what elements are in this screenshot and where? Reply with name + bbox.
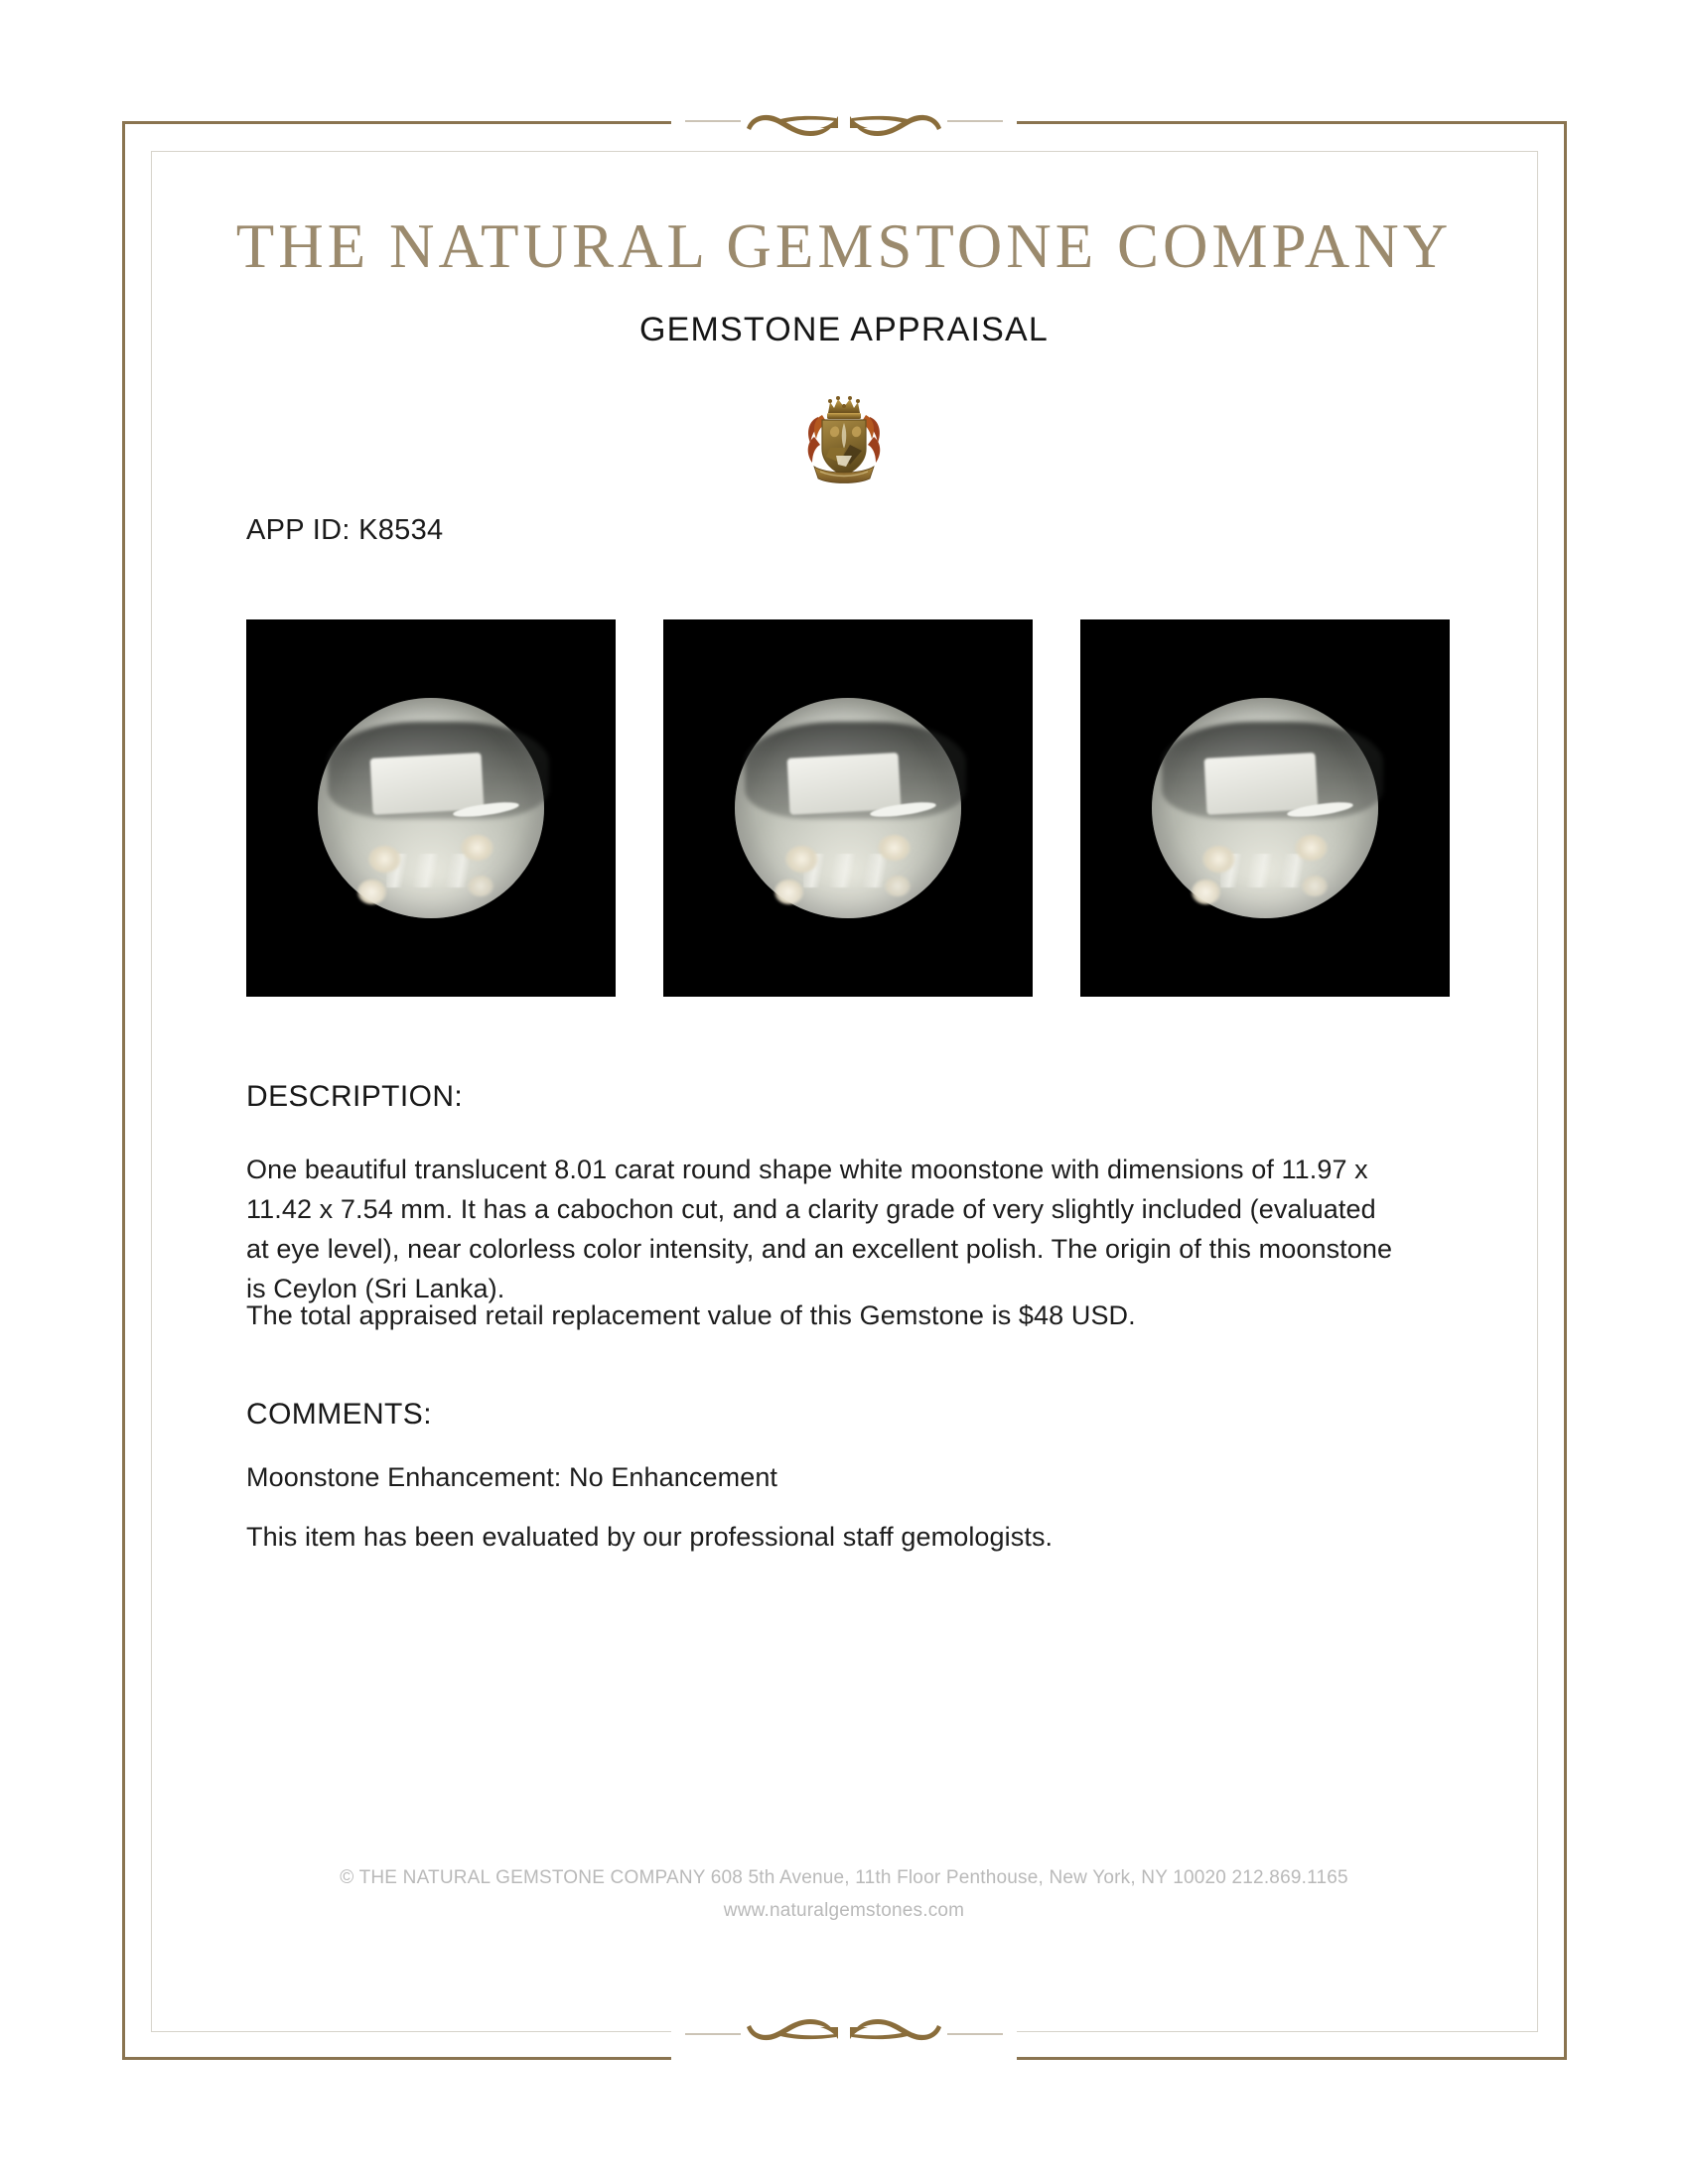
gemstone-photo-1 xyxy=(246,619,616,997)
rim-glow xyxy=(318,698,544,918)
footer-address-line: © THE NATURAL GEMSTONE COMPANY 608 5th Avenue, 11th Floor Penthouse, New York, NY 10020 212.869.1165 xyxy=(340,1867,1348,1888)
company-crest-logo xyxy=(800,393,888,486)
footer-website-line: www.naturalgemstones.com xyxy=(723,1900,965,1921)
comments-heading: COMMENTS: xyxy=(246,1398,432,1431)
comment-evaluation: This item has been evaluated by our professional staff gemologists. xyxy=(246,1522,1054,1552)
rim-glow xyxy=(735,698,961,918)
page-footer xyxy=(0,1861,1688,1927)
company-title: THE NATURAL GEMSTONE COMPANY xyxy=(235,211,1453,281)
app-id-label: APP ID: K8534 xyxy=(246,514,444,546)
rim-glow xyxy=(1152,698,1378,918)
gemstone-photo-3 xyxy=(1080,619,1450,997)
document-type-title: GEMSTONE APPRAISAL xyxy=(638,311,1050,348)
gemstone-photo-strip xyxy=(246,619,1450,997)
appraised-value-text: The total appraised retail replacement value of this Gemstone is $48 USD. xyxy=(246,1300,1136,1330)
comment-enhancement: Moonstone Enhancement: No Enhancement xyxy=(246,1462,778,1492)
description-text: One beautiful translucent 8.01 carat round shape white moonstone with dimensions of 11.97 x 11.42 x 7.54 mm. It has a cabochon cut, and a clarity grade of very slightly included (evaluated at eye level), near colorless color intensity, and an excellent polish. The origin of this moonstone is Ceylon (Sri Lanka). xyxy=(246,1155,1393,1303)
gemstone-photo-2 xyxy=(663,619,1033,997)
description-heading: DESCRIPTION: xyxy=(246,1080,464,1113)
heraldic-crest-icon xyxy=(800,393,888,486)
